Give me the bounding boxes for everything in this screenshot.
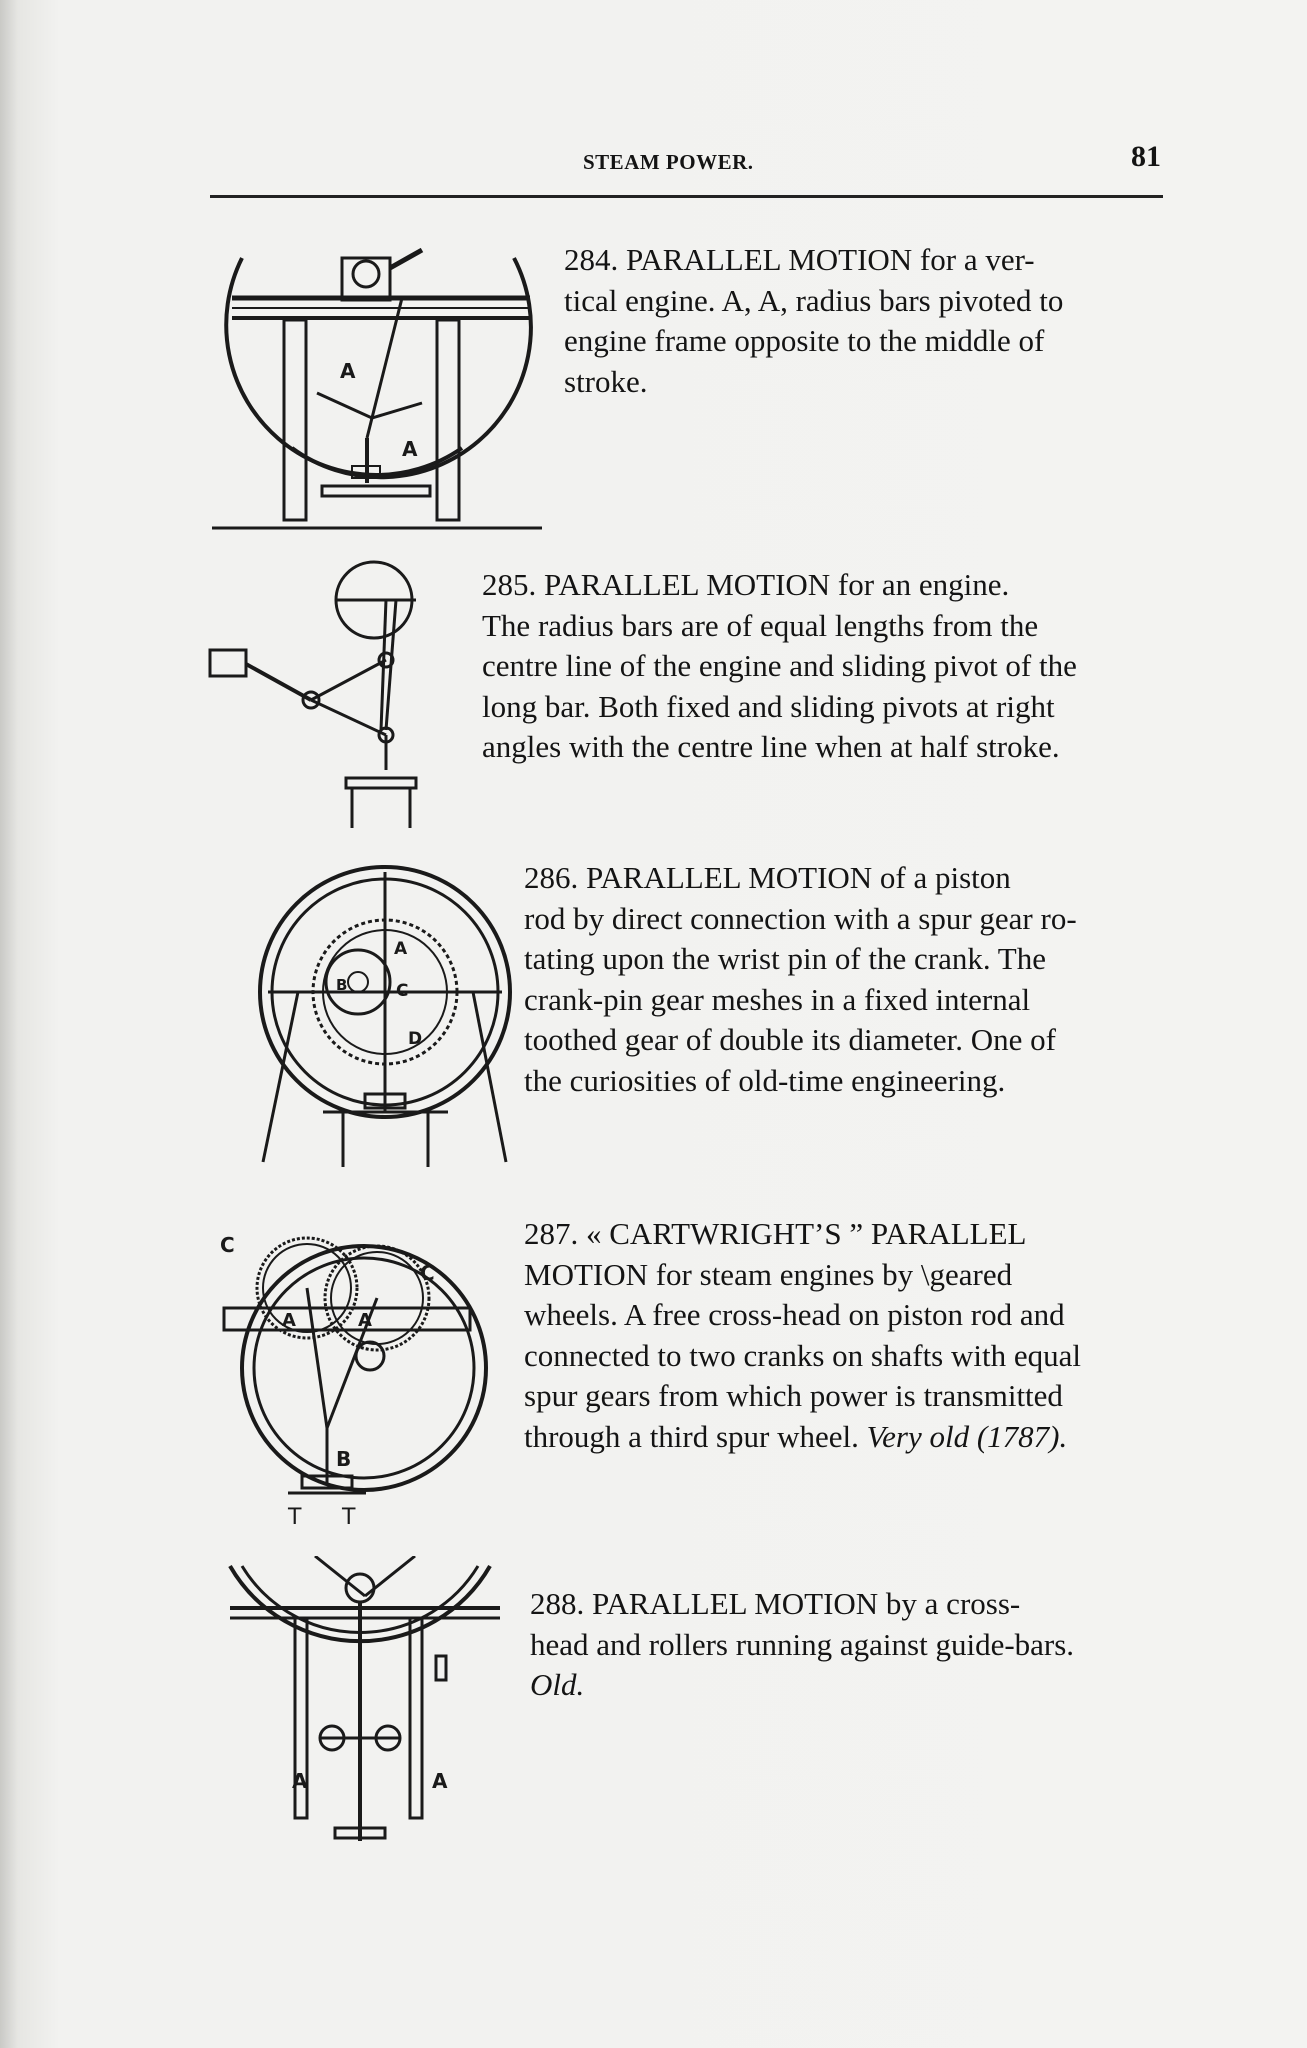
entry-287-line: wheels. A free cross-head on piston rod and (524, 1297, 1065, 1332)
figure-287-label: B (336, 1447, 352, 1471)
entry-288-line: head and rollers running against guide-bars. (530, 1626, 1075, 1662)
entry-287-date-note: Very old (1787). (866, 1418, 1068, 1454)
figure-287-label: C (420, 1261, 435, 1285)
entry-284-line: engine frame opposite to the middle of (564, 323, 1045, 358)
entry-287-line: spur gears from which power is transmitted (524, 1378, 1063, 1413)
figure-287 (212, 1228, 512, 1528)
entry-285-line: angles with the centre line when at half stroke. (482, 729, 1060, 764)
entry-287-line: through a third spur wheel. (524, 1418, 859, 1454)
entry-288-line: 288. PARALLEL MOTION by a cross- (530, 1586, 1021, 1621)
entry-287 (524, 1214, 1166, 1457)
entry-285-line: 285. PARALLEL MOTION for an engine. (482, 567, 1010, 602)
entry-285-line: The radius bars are of equal lengths from the (482, 607, 1039, 643)
figure-284 (212, 238, 542, 534)
entry-288-age-note: Old. (530, 1667, 585, 1702)
entry-284 (564, 240, 1166, 402)
entry-288 (530, 1584, 1166, 1706)
entry-286-line: crank-pin gear meshes in a fixed internal (524, 981, 1031, 1017)
entry-285-line: long bar. Both fixed and sliding pivots at right (482, 688, 1055, 724)
entry-287-line: 287. « CARTWRIGHT’S ” PARALLEL (524, 1216, 1027, 1251)
figure-286-label: A (394, 939, 408, 959)
entry-286-line: the curiosities of old-time engineering. (524, 1062, 1006, 1098)
figure-288-label: A (292, 1769, 308, 1793)
entry-285-line: centre line of the engine and sliding pivot of the (482, 648, 1077, 683)
figure-284-label: A (340, 359, 356, 383)
figure-285 (206, 560, 446, 830)
figure-287-label: T (288, 1505, 302, 1528)
entry-286-line: 286. PARALLEL MOTION of a piston (524, 860, 1011, 895)
page-number: 81 (1131, 140, 1161, 173)
figure-287-label: A (358, 1310, 372, 1331)
entry-284-line: 284. PARALLEL MOTION for a ver- (564, 242, 1035, 277)
entry-284-line: stroke. (564, 363, 648, 399)
entry-286-line: rod by direct connection with a spur gear ro- (524, 900, 1077, 936)
figure-284-label: A (402, 437, 418, 461)
figure-287-label: T (342, 1505, 356, 1528)
entry-288-last-line (530, 1665, 1166, 1706)
figure-288 (220, 1556, 510, 1856)
entry-287-last-line (524, 1417, 1166, 1458)
entry-284-line: tical engine. A, A, radius bars pivoted to (564, 282, 1064, 318)
figure-286-label: C (396, 981, 409, 1001)
entry-287-line: MOTION for steam engines by \geared (524, 1256, 1013, 1292)
entry-285 (482, 565, 1164, 768)
running-head: STEAM POWER. (583, 150, 754, 174)
figure-286 (248, 862, 518, 1172)
figure-287-label: C (220, 1233, 235, 1257)
figure-286-label: D (408, 1029, 423, 1049)
entry-287-line: connected to two cranks on shafts with equal (524, 1337, 1081, 1373)
entry-286-line: toothed gear of double its diameter. One of (524, 1022, 1057, 1057)
entry-286 (524, 858, 1166, 1101)
header-rule (210, 195, 1163, 198)
entry-286-line: tating upon the wrist pin of the crank. The (524, 941, 1047, 976)
figure-288-label: A (432, 1769, 448, 1793)
figure-286-label: B (336, 976, 348, 994)
figure-287-label: A (282, 1310, 296, 1331)
